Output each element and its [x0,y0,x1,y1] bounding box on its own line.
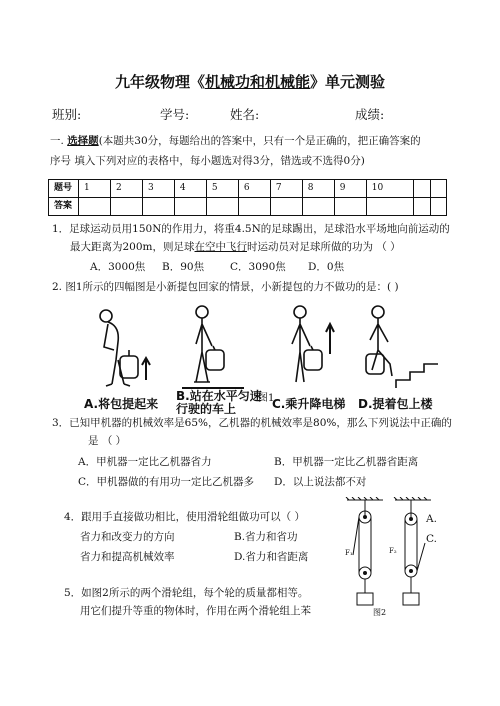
scene-b-standing-on-vehicle [182,306,244,388]
question-2-text: 2. 图1所示的四幅图是小新提包回家的情景，小新提包的力不做功的是：( ) [52,281,399,293]
figure-2-label: 图2 [373,608,387,617]
answer-row [49,198,447,216]
question-4-side-label-a: A. [426,513,437,525]
table-cell: 3 [142,180,174,198]
question-number-row [49,180,447,198]
question-1-option-d: D．0焦 [308,261,345,273]
caption-b-line2: 行驶的车上 [176,402,237,414]
answer-table [48,179,447,216]
question-3-option-b: B．甲机器一定比乙机器省距离 [274,456,419,468]
pulley-system-right [403,500,425,605]
section-heading: 一. 选择题(本题共30分，每题给出的答案中，只有一个是正确的，把正确答案的 [50,135,421,147]
table-cell: 4 [174,180,206,198]
answer-cell[interactable] [366,198,414,216]
table-cell: 8 [302,180,334,198]
table-cell [414,180,430,198]
question-1-option-a: A．3000焦 [90,261,146,273]
answer-cell[interactable] [174,198,206,216]
question-3-option-c: C．甲机器做的有用功一定比乙机器多 [78,476,255,488]
table-cell [430,180,446,198]
answer-cell[interactable] [206,198,238,216]
scene-d-climbing-stairs [366,306,438,388]
table-cell: 10 [366,180,414,198]
caption-a: A.将包提起来 [84,397,159,411]
question-1-option-b: B．90焦 [162,261,205,273]
table-cell: 2 [110,180,142,198]
question-1-option-c: C．3090焦 [230,261,286,273]
answer-cell[interactable] [430,198,446,216]
answer-cell[interactable] [238,198,270,216]
answer-cell[interactable] [414,198,430,216]
question-4-option-d: D.省力和省距离 [234,551,309,563]
table-cell: 1 [79,180,111,198]
table-cell: 7 [270,180,302,198]
answer-cell[interactable] [270,198,302,216]
force-label-f1: F₁ [345,549,353,557]
table-header-cell: 题号 [49,180,79,198]
question-4-side-label-c: C. [426,533,437,545]
table-cell: 9 [334,180,366,198]
scene-c-elevator [292,306,334,382]
answer-cell[interactable] [79,198,111,216]
question-4-option-b: B.省力和省功 [234,531,298,543]
question-3-text-line2: 是 （ ） [88,435,127,447]
question-5-text-line2: 用它们提升等重的物体时，作用在两个滑轮组上苯 [80,605,311,617]
question-3-option-a: A．甲机器一定比乙机器省力 [78,456,212,468]
question-1-text-line2: 最大距离为200m，则足球在空中飞行时运动员对足球所做的功为 （ ） [70,241,401,253]
question-4-option-a: 省力和改变力的方向 [80,531,175,543]
answer-cell[interactable] [302,198,334,216]
table-cell: 5 [206,180,238,198]
caption-b-line1: B.站在水平匀速 [176,389,262,403]
question-3-text: 3．已知甲机器的机械效率是65%，乙机器的机械效率是80%，那么下列说法中正确的 [52,417,452,429]
answer-cell[interactable] [110,198,142,216]
answer-cell[interactable] [142,198,174,216]
student-id-field-label: 学号: [160,107,190,122]
score-field-label: 成绩: [355,107,385,122]
figure-2-pulley-systems [345,497,440,617]
question-3-option-d: D．以上说法都不对 [274,476,367,488]
figure-1-label: 图1 [258,393,275,404]
table-cell: 6 [238,180,270,198]
question-1-text: 1．足球运动员用150N的作用力，将重4.5N的足球踢出，足球沿水平场地向前运动的 [52,223,450,235]
caption-d: D.提着包上楼 [358,397,433,411]
table-header-cell: 答案 [49,198,79,216]
question-5-text: 5．如图2所示的两个滑轮组，每个轮的质量都相等。 [64,587,309,599]
answer-cell[interactable] [334,198,366,216]
page-title: 九年级物理《机械功和机械能》单元测验 [114,73,386,91]
scene-a-lifting-bag [100,310,150,386]
caption-c: C.乘升降电梯 [272,397,346,411]
force-label-f2: F₂ [389,547,397,555]
name-field-label: 姓名: [230,107,260,122]
question-4-option-c: 省力和提高机械效率 [80,551,175,563]
section-instructions: 序号 填入下列对应的表格中，每小题选对得3分，错选或不选得0分) [50,155,365,167]
pulley-system-left [353,500,373,605]
question-4-text: 4．跟用手直接做功相比，使用滑轮组做功可以（ ） [64,511,306,523]
class-field-label: 班别: [52,107,82,122]
